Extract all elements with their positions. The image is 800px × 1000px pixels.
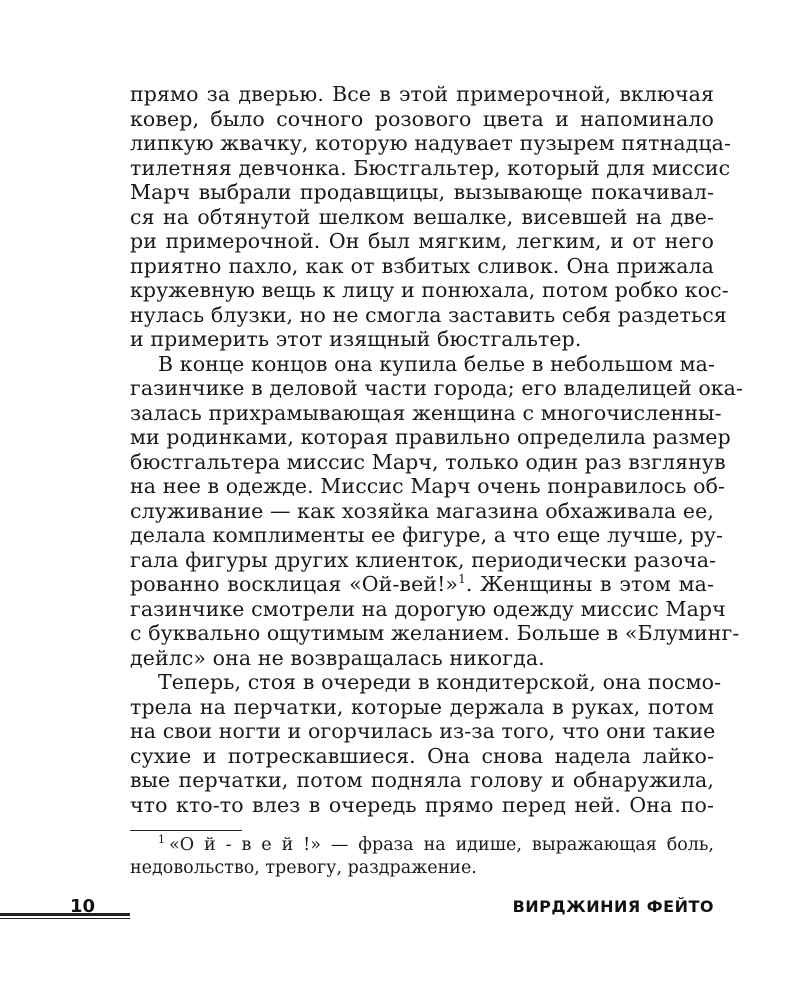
footer-rule [0, 913, 130, 916]
text-line: ковер, было сочного розового цвета и напоминало [130, 106, 714, 131]
text-line: на нее в одежде. Миссис Марч очень понравилось об- [130, 474, 726, 498]
text-line: прямо за дверью. Все в этой примерочной, включая [130, 82, 714, 106]
text-line: залась прихрамывающая женщина с многочисленны- [130, 400, 722, 425]
text-line: трела на перчатки, которые держала в руках, потом [130, 694, 714, 719]
text-line: вые перчатки, потом подняла голову и обнаружила, [130, 768, 714, 792]
footnote-mark: 1 [158, 833, 165, 847]
text-line: бюстгальтера миссис Марч, только один раз взглянув [130, 449, 726, 474]
footnote-divider [130, 830, 242, 831]
footnote [130, 834, 714, 880]
text-line-with-footnote-ref [130, 572, 714, 597]
text-line: сухие и потрескавшиеся. Она снова надела лайко- [130, 743, 714, 768]
text-line: тилетняя девчонка. Бюстгальтер, который для миссис [130, 155, 731, 180]
text-line: и примерить этот изящный бюстгальтер. [130, 327, 582, 351]
text-line: Теперь, стоя в очереди в кондитерской, она посмо- [158, 670, 722, 694]
text-line: гала фигуры других клиенток, периодически разоча- [130, 547, 717, 572]
text-line: газинчике смотрели на дорогую одежду миссис Марч [130, 596, 726, 621]
text-segment: рованно восклицая «Ой-вей!» [130, 572, 459, 596]
page-number: 10 [70, 896, 96, 917]
text-line: приятно пахло, как от взбитых сливок. Она прижала [130, 253, 714, 278]
footnote-line [130, 834, 714, 857]
footnote-line: недовольство, тревогу, раздражение. [130, 858, 477, 878]
footnote-text: «О й - в е й !» — фраза на идише, выражающая боль, [169, 835, 714, 855]
text-line: В конце концов она купила белье в небольшом ма- [158, 351, 716, 376]
text-line: Марч выбрали продавщицы, вызывающе покачивал- [130, 180, 714, 204]
text-line: ми родинками, которая правильно определила размер [130, 425, 731, 449]
text-line: газинчике в деловой части города; его владелицей ока- [130, 376, 744, 400]
text-line: на свои ногти и огорчилась из-за того, что они такие [130, 719, 716, 743]
text-line: ри примерочной. Он был мягким, легким, и от него [130, 229, 714, 253]
text-line: делала комплименты ее фигуре, а что еще лучше, ру- [130, 523, 724, 547]
text-line: дейлс» она не возвращалась никогда. [130, 645, 545, 670]
running-footer-author: ВИРДЖИНИЯ ФЕЙТО [512, 897, 714, 916]
text-line: липкую жвачку, которую надувает пузырем пятнадца- [130, 131, 731, 155]
footnote-reference[interactable]: 1 [458, 572, 466, 587]
text-line: с буквально ощутимым желанием. Больше в «Блуминг- [130, 621, 740, 645]
text-segment: . Женщины в этом ма- [465, 572, 715, 596]
text-line: нулась блузки, но не смогла заставить себя раздеться [130, 302, 727, 327]
text-line: ся на обтянутой шелком вешалке, висевшей на две- [130, 204, 714, 229]
page-footer [0, 896, 800, 926]
text-line: кружевную вещь к лицу и понюхала, потом робко кос- [130, 278, 729, 302]
text-line: служивание — как хозяйка магазина обхаживала ее, [130, 498, 714, 523]
body-text [130, 82, 744, 817]
footer-rule [0, 918, 130, 919]
text-line: что кто-то влез в очередь прямо перед ней. Она по- [130, 792, 714, 817]
